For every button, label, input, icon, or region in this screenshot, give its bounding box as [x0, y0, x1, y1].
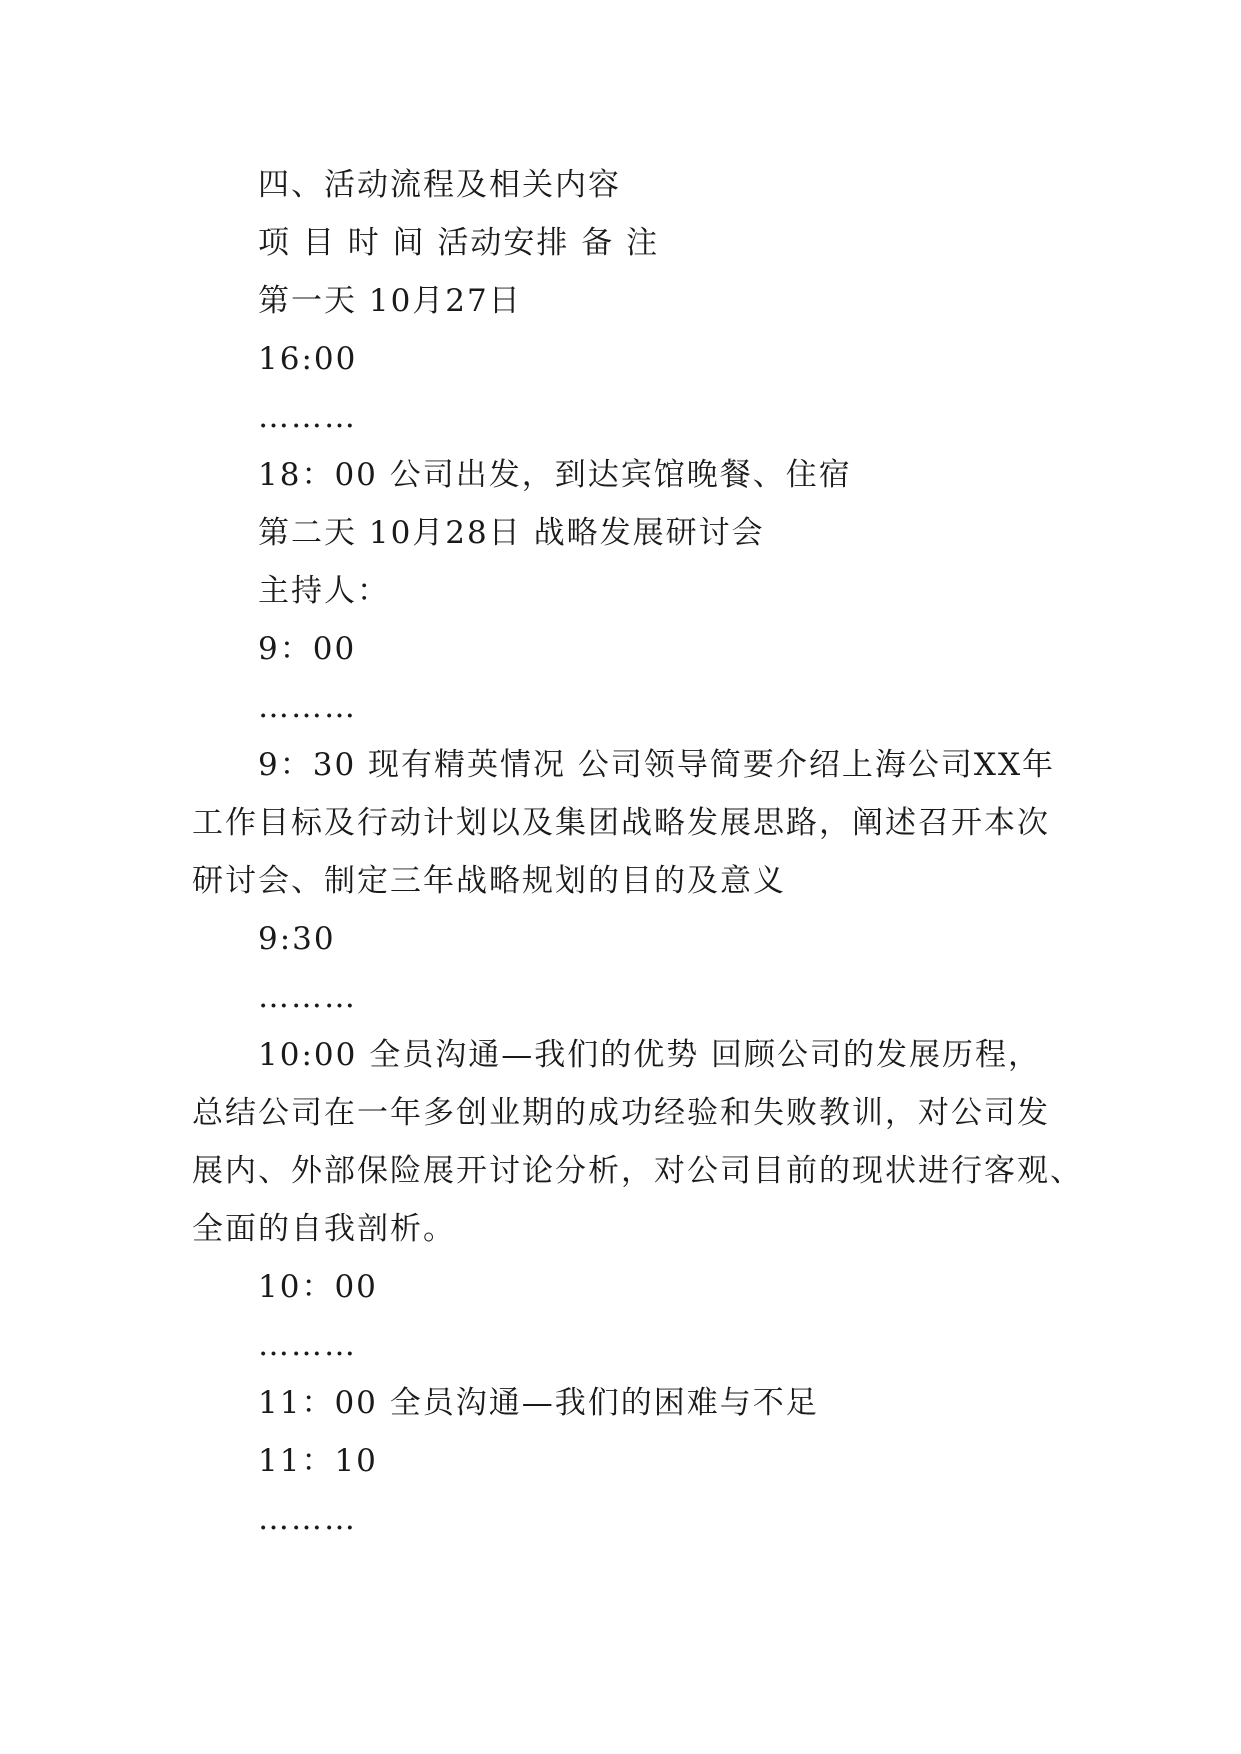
host-line: 主持人： [258, 573, 390, 609]
ellipsis-line: ……… [258, 689, 357, 725]
ellipsis-line: ……… [258, 399, 357, 435]
paragraph-line: 10:00 全员沟通—我们的优势 回顾公司的发展历程， [258, 1037, 1042, 1073]
schedule-line: 18：00 公司出发，到达宾馆晚餐、住宿 [258, 457, 852, 493]
day-two-line: 第二天 10月28日 战略发展研讨会 [258, 515, 765, 551]
table-header-line: 项 目 时 间 活动安排 备 注 [258, 225, 660, 261]
paragraph-line: 工作目标及行动计划以及集团战略发展思路，阐述召开本次 [192, 805, 1050, 841]
ellipsis-line: ……… [258, 1327, 357, 1363]
paragraph-line: 展内、外部保险展开讨论分析，对公司目前的现状进行客观、 [192, 1153, 1083, 1189]
day-one-line: 第一天 10月27日 [258, 283, 522, 319]
paragraph-line: 研讨会、制定三年战略规划的目的及意义 [192, 863, 786, 899]
time-line: 9：00 [258, 631, 357, 667]
paragraph-line: 9：30 现有精英情况 公司领导简要介绍上海公司XX年 [258, 747, 1056, 783]
section-heading: 四、活动流程及相关内容 [258, 167, 621, 203]
time-line: 11：10 [258, 1443, 378, 1479]
paragraph-line: 总结公司在一年多创业期的成功经验和失败教训，对公司发 [192, 1095, 1050, 1131]
schedule-line: 11：00 全员沟通—我们的困难与不足 [258, 1385, 819, 1421]
ellipsis-line: ……… [258, 1501, 357, 1537]
time-line: 16:00 [258, 341, 358, 377]
time-line: 9:30 [258, 921, 336, 957]
paragraph-line: 全面的自我剖析。 [192, 1211, 456, 1247]
ellipsis-line: ……… [258, 979, 357, 1015]
time-line: 10：00 [258, 1269, 378, 1305]
